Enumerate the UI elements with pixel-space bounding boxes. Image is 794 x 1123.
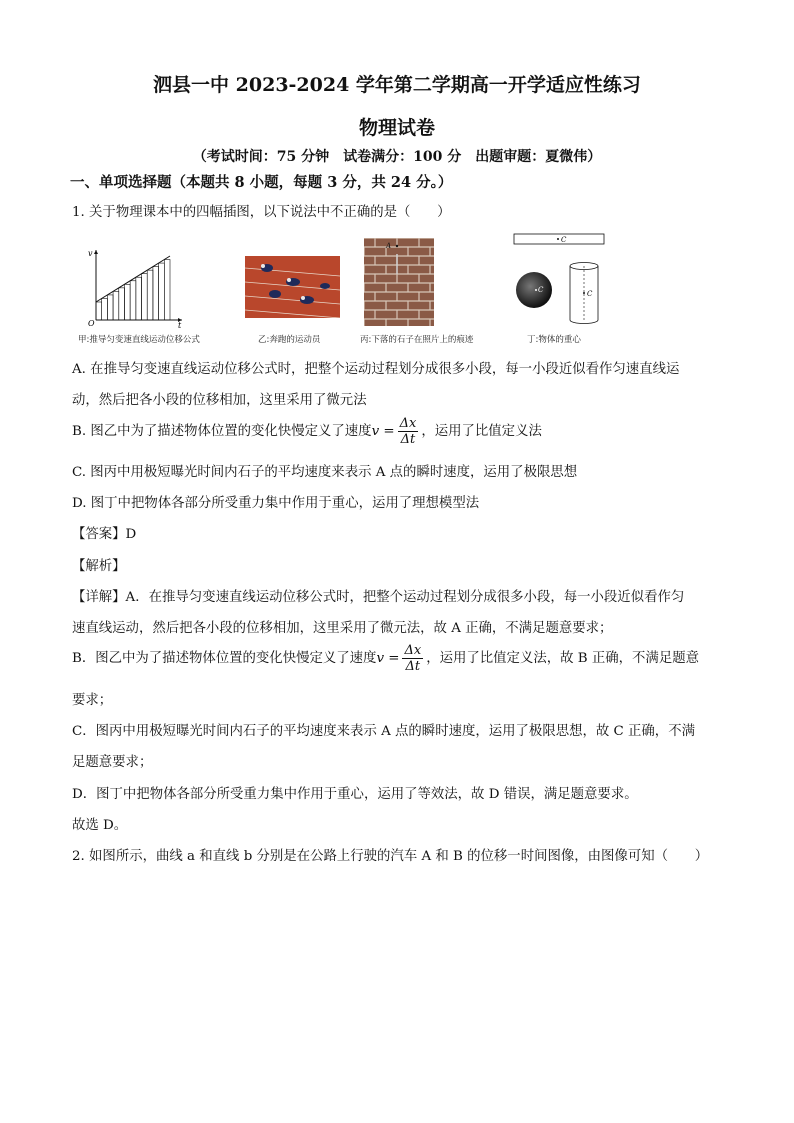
- q1-detail-d: D．图丁中把物体各部分所受重力集中作用于重心，运用了等效法，故 D 错误，满足题意要求。: [72, 787, 638, 802]
- q1-option-b: [72, 416, 542, 447]
- v-equals-2: v =: [376, 651, 400, 666]
- figure-bing-brick-wall: [364, 238, 434, 326]
- detail-b-pre: B．图乙中为了描述物体位置的变化快慢定义了速度: [72, 651, 377, 666]
- figure-jia-vt-graph: [86, 246, 186, 328]
- vt-strip: [124, 284, 130, 320]
- exam-meta: （考试时间：75 分钟 试卷满分：100 分 出题审题：夏微伟）: [192, 149, 602, 165]
- velocity-fraction: [398, 416, 419, 447]
- vt-strip: [142, 274, 148, 320]
- vt-strip: [102, 298, 108, 320]
- origin-label: O: [88, 319, 95, 328]
- exam-title: 泗县一中 2023-2024 学年第二学期高一开学适应性练习: [153, 74, 641, 96]
- frac-den-2: Δt: [405, 659, 421, 674]
- vt-strip: [136, 277, 142, 320]
- figure-ding-center-of-gravity: [510, 228, 610, 328]
- q1-conclusion: 故选 D。: [72, 818, 128, 833]
- option-b-post: ，运用了比值定义法: [421, 424, 542, 439]
- frac-num-2: Δx: [404, 643, 422, 658]
- point-a-label: A: [386, 242, 392, 250]
- option-b-pre: B. 图乙中为了描述物体位置的变化快慢定义了速度: [72, 424, 372, 439]
- vt-strip: [119, 288, 125, 320]
- v-axis-label: v: [88, 249, 93, 258]
- q1-analysis-label: 【解析】: [72, 559, 126, 574]
- vt-strip: [164, 260, 170, 320]
- q1-option-a-line1: A. 在推导匀变速直线运动位移公式时，把整个运动过程划分成很多小段，每一小段近似看作匀速直线运: [72, 362, 680, 377]
- cylinder-center-label: C: [587, 290, 593, 298]
- detail-b-post: ，运用了比值定义法，故 B 正确，不满足题意: [426, 651, 699, 666]
- vt-strip: [153, 267, 159, 320]
- vt-rectangles: [96, 260, 170, 320]
- q1-detail-c-line2: 足题意要求；: [72, 755, 153, 770]
- v-equals: v =: [371, 424, 395, 439]
- frac-num: Δx: [399, 416, 417, 431]
- frac-den: Δt: [400, 432, 416, 447]
- q2-stem: 2. 如图所示，曲线 a 和直线 b 分别是在公路上行驶的汽车 A 和 B 的位移一时间图像，由图像可知（ ）: [72, 849, 709, 864]
- q1-option-c: C. 图丙中用极短曝光时间内石子的平均速度来表示 A 点的瞬时速度，运用了极限思想: [72, 465, 578, 480]
- q1-detail-b: [72, 643, 699, 674]
- vt-strip: [147, 270, 153, 320]
- vt-strip: [107, 295, 113, 320]
- vt-strip: [159, 263, 165, 320]
- q1-detail-line1: 【详解】A．在推导匀变速直线运动位移公式时，把整个运动过程划分成很多小段，每一小段近似看作匀: [72, 590, 685, 605]
- q1-option-d: D. 图丁中把物体各部分所受重力集中作用于重心，运用了理想模型法: [72, 496, 480, 511]
- exam-subtitle: 物理试卷: [358, 117, 435, 139]
- velocity-fraction-2: [402, 643, 423, 674]
- q1-detail-line2: 速直线运动，然后把各小段的位移相加，这里采用了微元法，故 A 正确，不满足题意要求；: [72, 621, 613, 636]
- section-heading: 一、单项选择题（本题共 8 小题，每题 3 分，共 24 分。）: [70, 174, 453, 191]
- vt-strip: [130, 281, 136, 320]
- figure-yi-runners-photo: [245, 256, 340, 318]
- bar-center-label: C: [561, 236, 567, 244]
- caption-bing: 丙:下落的石子在照片上的痕迹: [360, 335, 474, 345]
- q1-answer: 【答案】D: [72, 527, 137, 542]
- caption-jia: 甲:推导匀变速直线运动位移公式: [78, 335, 200, 345]
- q1-detail-c-line1: C．图丙中用极短曝光时间内石子的平均速度来表示 A 点的瞬时速度，运用了极限思想，故 C 正确，不满: [72, 724, 695, 739]
- q1-detail-b-line2: 要求；: [72, 693, 113, 708]
- caption-ding: 丁:物体的重心: [527, 335, 581, 345]
- caption-yi: 乙:奔跑的运动员: [258, 335, 321, 345]
- ball-center-label: C: [538, 286, 544, 294]
- t-axis-label: t: [178, 321, 182, 328]
- q1-stem: 1. 关于物理课本中的四幅插图，以下说法中不正确的是（ ）: [72, 205, 451, 220]
- vt-strip: [113, 291, 119, 320]
- q1-option-a-line2: 动，然后把各小段的位移相加，这里采用了微元法: [72, 393, 367, 408]
- vt-strip: [96, 302, 102, 320]
